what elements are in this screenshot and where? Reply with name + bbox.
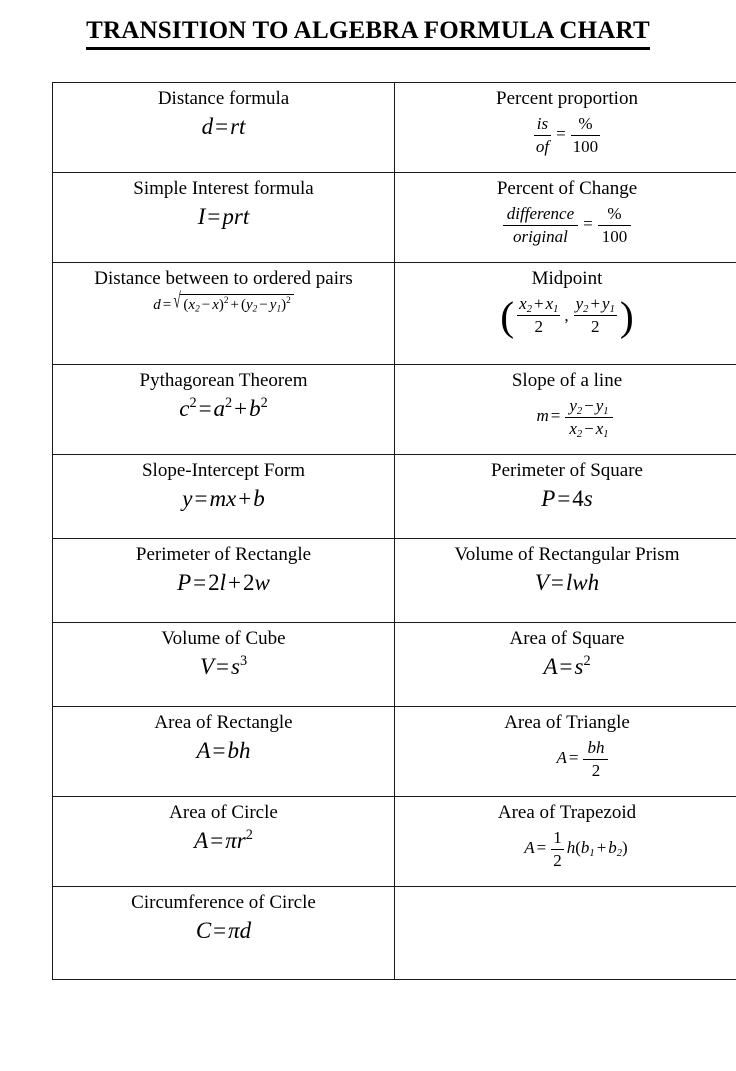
formula-label: Perimeter of Rectangle [135, 544, 312, 565]
formula-expression: A=bh [196, 738, 251, 764]
formula-cell-area-of-triangle [395, 707, 736, 797]
formula-cell-area-of-circle [53, 797, 395, 887]
formula-label: Area of Rectangle [154, 712, 293, 733]
formula-cell-midpoint [395, 263, 736, 365]
table-row [53, 707, 736, 797]
formula-label: Circumference of Circle [131, 892, 316, 913]
formula-expression: P=4s [541, 486, 593, 512]
formula-cell-volume-of-cube [53, 623, 395, 707]
formula-label: Slope-Intercept Form [141, 460, 306, 481]
table-row [53, 887, 736, 980]
formula-label: Distance between to ordered pairs [94, 268, 353, 289]
formula-label: Percent of Change [496, 178, 638, 199]
formula-cell-area-of-square [395, 623, 736, 707]
formula-expression: $\frac{is}{of}$ = $\frac{\%}{100}$ [535, 114, 599, 156]
formula-label: Slope of a line [511, 370, 623, 391]
table-row [53, 173, 736, 263]
formula-label: Area of Circle [169, 802, 278, 823]
formula-expression: A = $\frac{1}{2}$ $h(b_1 + b_2)$ [524, 828, 628, 870]
table-row [53, 623, 736, 707]
formula-label: Volume of Cube [161, 628, 286, 649]
formula-label: Midpoint [531, 268, 603, 289]
formula-label: Volume of Rectangular Prism [454, 544, 680, 565]
formula-expression: $c^2=a^2+b^2$ [179, 395, 268, 422]
table-row [53, 83, 736, 173]
formula-expression: I=prt [197, 204, 250, 230]
formula-cell-simple-interest [53, 173, 395, 263]
formula-cell-circumference-of-circle [53, 887, 395, 980]
formula-label: Area of Triangle [504, 712, 630, 733]
formula-expression: P=2l+2w [177, 570, 270, 596]
formula-expression: d = √ $(x_2 - x)^2 + (y_2 - y_1)^2$ [57, 294, 390, 314]
formula-cell-perimeter-of-square [395, 455, 736, 539]
formula-cell-area-of-trapezoid [395, 797, 736, 887]
formula-expression: A = $\frac{bh}{2}$ [399, 738, 735, 780]
formula-label: Area of Trapezoid [497, 802, 637, 823]
formula-expression: d=rt [201, 114, 246, 140]
formula-expression: $A=\pi r^2$ [194, 827, 253, 854]
formula-expression: $V=s^3$ [199, 653, 248, 680]
formula-expression: C=πd [195, 918, 252, 944]
formula-cell-percent-proportion [395, 83, 736, 173]
formula-expression: y=mx+b [182, 486, 265, 512]
formula-label: Pythagorean Theorem [139, 370, 308, 391]
table-row [53, 797, 736, 887]
formula-expression: $A=s^2$ [543, 653, 591, 680]
formula-label: Simple Interest formula [133, 178, 314, 199]
formula-cell-percent-of-change [395, 173, 736, 263]
formula-expression: ( $\frac{x_2 + x_1}{2}$ , $\frac{y_2 + y_1}{2}$ ) [500, 294, 634, 341]
formula-cell-slope-intercept-form [53, 455, 395, 539]
table-row [53, 539, 736, 623]
formula-cell-empty [395, 887, 736, 980]
formula-expression: V=lwh [534, 570, 600, 596]
formula-cell-pythagorean-theorem [53, 365, 395, 455]
formula-table-body [53, 83, 736, 980]
formula-cell-volume-rectangular-prism [395, 539, 736, 623]
table-row [53, 455, 736, 539]
formula-table [52, 82, 736, 980]
formula-cell-distance-formula [53, 83, 395, 173]
formula-label: Perimeter of Square [491, 460, 643, 481]
formula-cell-slope-of-a-line [395, 365, 736, 455]
table-row [53, 263, 736, 365]
formula-cell-distance-between-points [53, 263, 395, 365]
formula-expression: $\frac{\text{difference}}{\text{original}}$ = $\frac{\%}{100}$ [399, 204, 735, 246]
formula-label: Percent proportion [496, 88, 638, 109]
formula-cell-area-of-rectangle [53, 707, 395, 797]
formula-cell-perimeter-of-rectangle [53, 539, 395, 623]
formula-label: Distance formula [157, 88, 290, 109]
formula-expression: m = $\frac{y_2 - y_1}{x_2 - x_1}$ [399, 396, 735, 438]
table-row [53, 365, 736, 455]
formula-label: Area of Square [509, 628, 625, 649]
page-title-text: TRANSITION TO ALGEBRA FORMULA CHART [86, 17, 650, 50]
page-title [0, 17, 736, 50]
